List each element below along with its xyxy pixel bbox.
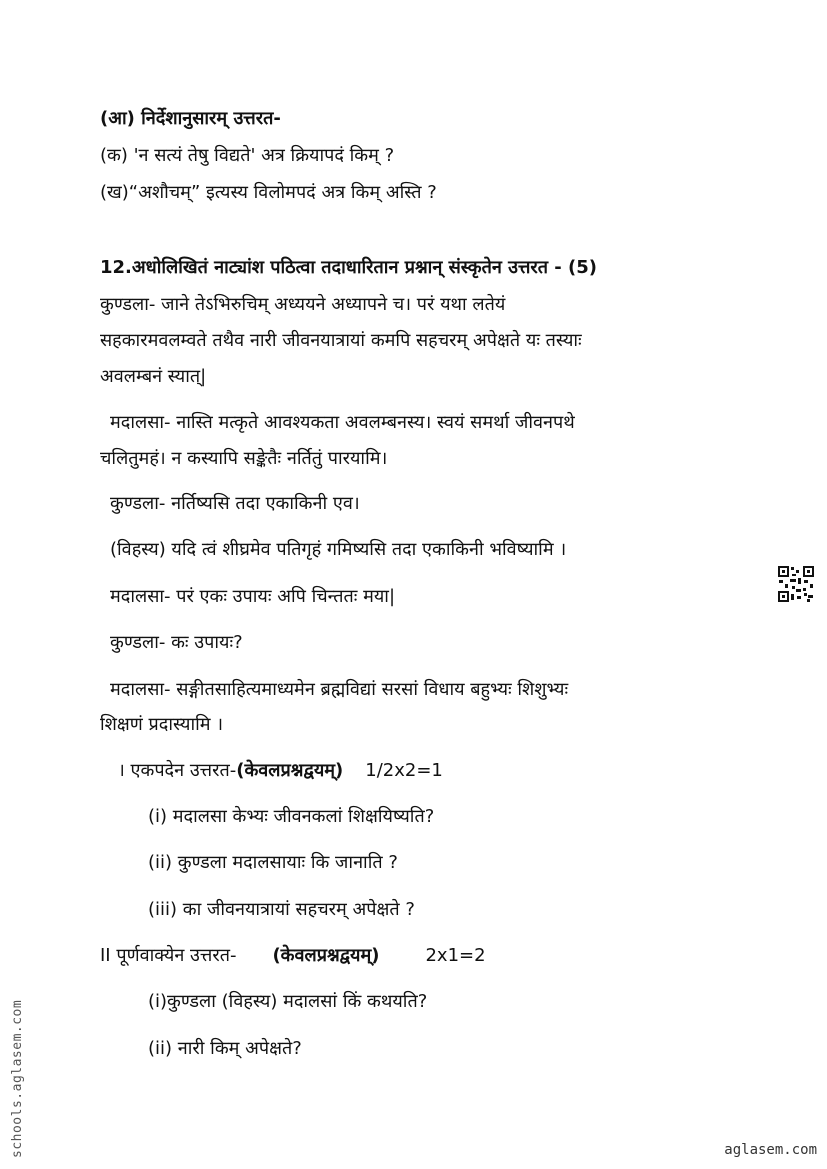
passage-line: चलितुमहं। न कस्यापि सङ्केतैः नर्तितुं पारयामि। — [100, 448, 388, 469]
part-1-item: (i) मदालसा केभ्यः जीवनकलां शिक्षयिष्यति? — [148, 806, 435, 827]
part-2-bold: (केवलप्रश्नद्वयम्) — [272, 945, 380, 966]
question-ka: (क) 'न सत्यं तेषु विद्यते' अत्र क्रियापदं किम् ? — [100, 145, 395, 166]
passage-line: कुण्डला- कः उपायः? — [110, 632, 243, 653]
section-a-heading: (आ) निर्देशानुसारम् उत्तरत- — [100, 108, 281, 129]
passage-line: कुण्डला- जाने तेऽभिरुचिम् अध्ययने अध्यापने च। परं यथा लतेयं — [100, 294, 506, 315]
passage-line: मदालसा- परं एकः उपायः अपि चिन्ततः मया| — [110, 586, 396, 607]
passage-line: शिक्षणं प्रदास्यामि । — [100, 714, 224, 735]
question-kha: (ख)“अशौचम्” इत्यस्य विलोमपदं अत्र किम् अस्ति ? — [100, 182, 437, 203]
passage-line: मदालसा- नास्ति मत्कृते आवश्यकता अवलम्बनस्य। स्वयं समर्था जीवनपथे — [110, 412, 575, 433]
part-2-heading — [100, 944, 486, 968]
part-1-marks: 1/2x2=1 — [365, 760, 443, 781]
part-1-item: (ii) कुण्डला मदालसायाः कि जानाति ? — [148, 852, 398, 873]
part-1-item: (iii) का जीवनयात्रायां सहचरम् अपेक्षते ? — [148, 899, 415, 920]
part-1-label: । एकपदेन उत्तरत- — [118, 760, 237, 781]
part-2-label: II पूर्णवाक्येन उत्तरत- — [100, 945, 237, 966]
passage-line: अवलम्बनं स्यात्| — [100, 366, 207, 387]
passage-line: सहकारमवलम्वते तथैव नारी जीवनयात्रायां कमपि सहचरम् अपेक्षते यः तस्याः — [100, 330, 582, 351]
part-2-marks: 2x1=2 — [425, 945, 486, 966]
part-1-bold: (केवलप्रश्नद्वयम्) — [236, 760, 344, 781]
footer-watermark: aglasem.com — [724, 1142, 817, 1158]
passage-line: मदालसा- सङ्गीतसाहित्यमाध्यमेन ब्रह्मविद्यां सरसां विधाय बहुभ्यः शिशुभ्यः — [110, 679, 569, 700]
side-watermark: schools.aglasem.com — [10, 999, 25, 1158]
part-1-heading — [118, 759, 443, 783]
part-2-item: (ii) नारी किम् अपेक्षते? — [148, 1038, 302, 1059]
passage-line: (विहस्य) यदि त्वं शीघ्रमेव पतिगृहं गमिष्यसि तदा एकाकिनी भविष्यामि । — [110, 539, 567, 560]
qr-code-icon — [777, 565, 815, 603]
passage-line: कुण्डला- नर्तिष्यसि तदा एकाकिनी एव। — [110, 493, 360, 514]
question-12-heading: 12.अधोलिखितं नाट्यांश पठित्वा तदाधारितान प्रश्नान् संस्कृतेन उत्तरत - (5) — [100, 257, 598, 278]
part-2-item: (i)कुण्डला (विहस्य) मदालसां किं कथयति? — [148, 991, 428, 1012]
